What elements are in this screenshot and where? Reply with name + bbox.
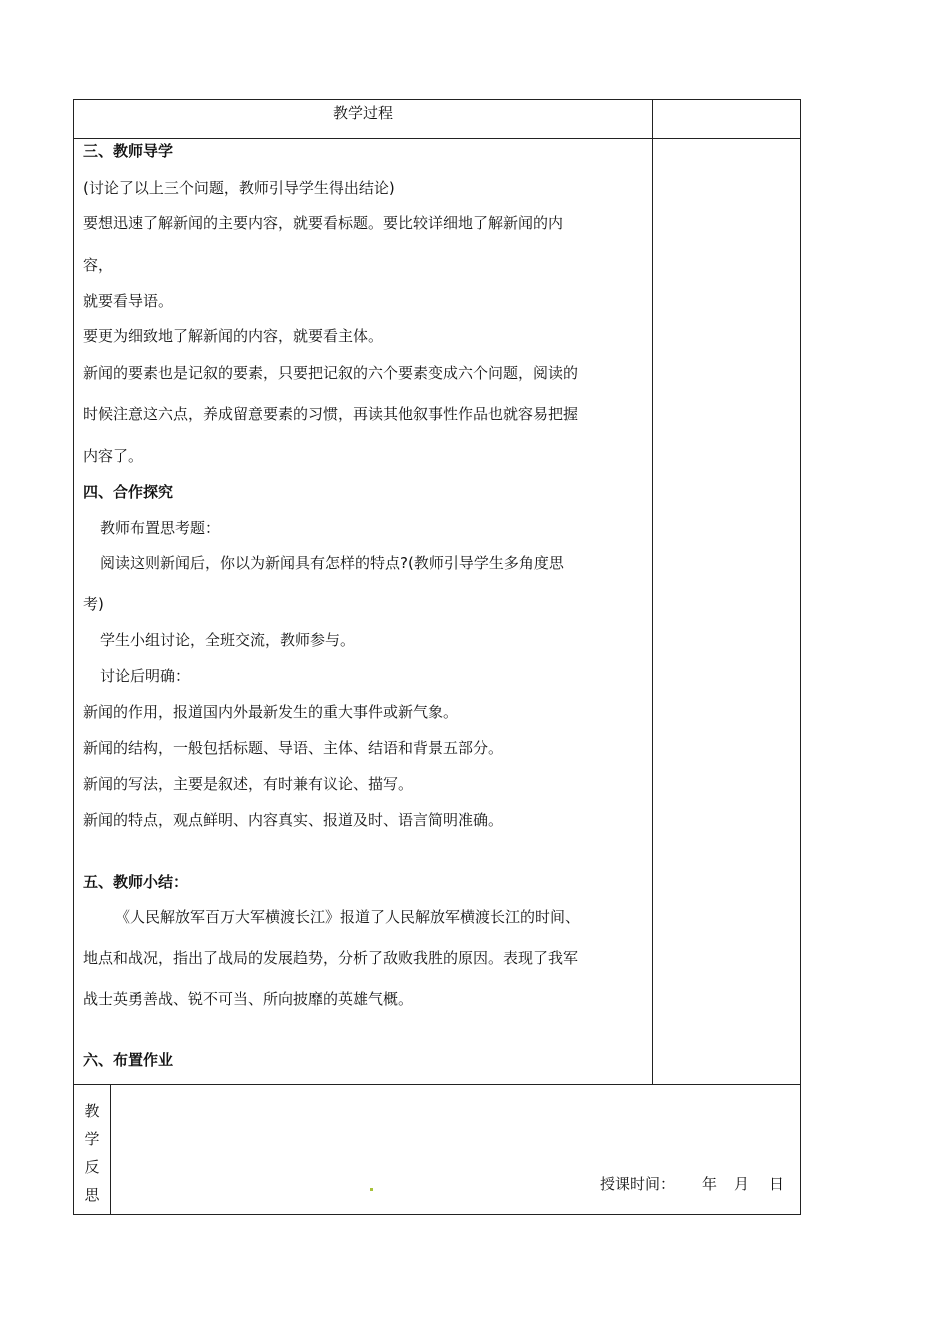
section-4-line: 教师布置思考题： <box>100 519 221 537</box>
section-4-title: 四、合作探究 <box>83 483 174 501</box>
reflection-label-cell <box>74 1085 111 1215</box>
section-3-line: 容， <box>83 256 114 274</box>
reflection-label-char: 思 <box>84 1186 100 1204</box>
reflection-label <box>74 1097 110 1209</box>
section-3-title: 三、教师导学 <box>83 142 174 160</box>
section-4-line: 新闻的特点，观点鲜明、内容真实、报道及时、语言简明准确。 <box>83 811 504 829</box>
section-3-line: 时候注意这六点，养成留意要素的习惯，再读其他叙事性作品也就容易把握 <box>83 405 579 423</box>
section-4-line: 考) <box>83 595 104 613</box>
section-3-line: 新闻的要素也是记叙的要素，只要把记叙的六个要素变成六个问题，阅读的 <box>83 364 579 382</box>
section-3-line: 就要看导语。 <box>83 292 174 310</box>
section-4-line: 新闻的作用，报道国内外最新发生的重大事件或新气象。 <box>83 703 459 721</box>
section-3-line: 要更为细致地了解新闻的内容，就要看主体。 <box>83 327 384 345</box>
section-4-line: 阅读这则新闻后，你以为新闻具有怎样的特点?(教师引导学生多角度思 <box>100 554 564 572</box>
section-5-line: 地点和战况，指出了战局的发展趋势，分析了敌败我胜的原因。表现了我军 <box>83 949 579 967</box>
section-4-line: 学生小组讨论，全班交流，教师参与。 <box>100 631 356 649</box>
reflection-label-char: 教 <box>84 1102 100 1120</box>
stray-dot-mark <box>370 1188 373 1191</box>
section-5-line: 战士英勇善战、锐不可当、所向披靡的英雄气概。 <box>83 990 414 1008</box>
section-4-line: 讨论后明确： <box>100 667 191 685</box>
section-3-line: (讨论了以上三个问题，教师引导学生得出结论) <box>83 179 395 197</box>
header-title: 教学过程 <box>332 104 393 122</box>
header-row <box>74 100 800 139</box>
section-4-line: 新闻的写法，主要是叙述，有时兼有议论、描写。 <box>83 775 414 793</box>
year-label: 年 <box>702 1175 718 1193</box>
lesson-time-label: 授课时间： <box>600 1175 676 1193</box>
reflection-label-char: 学 <box>84 1130 100 1148</box>
section-3-line: 要想迅速了解新闻的主要内容，就要看标题。要比较详细地了解新闻的内 <box>83 214 564 232</box>
section-5-title: 五、教师小结： <box>83 873 189 891</box>
day-label: 日 <box>769 1175 785 1193</box>
reflection-row <box>74 1084 800 1215</box>
reflection-label-char: 反 <box>84 1158 100 1176</box>
lesson-plan-table <box>73 99 801 1215</box>
month-label: 月 <box>734 1175 750 1193</box>
notes-column-divider <box>652 100 653 1084</box>
section-6-title: 六、布置作业 <box>83 1051 174 1069</box>
section-4-line: 新闻的结构，一般包括标题、导语、主体、结语和背景五部分。 <box>83 739 504 757</box>
section-5-line: 《人民解放军百万大军横渡长江》报道了人民解放军横渡长江的时间、 <box>115 908 581 926</box>
section-3-line: 内容了。 <box>83 447 144 465</box>
